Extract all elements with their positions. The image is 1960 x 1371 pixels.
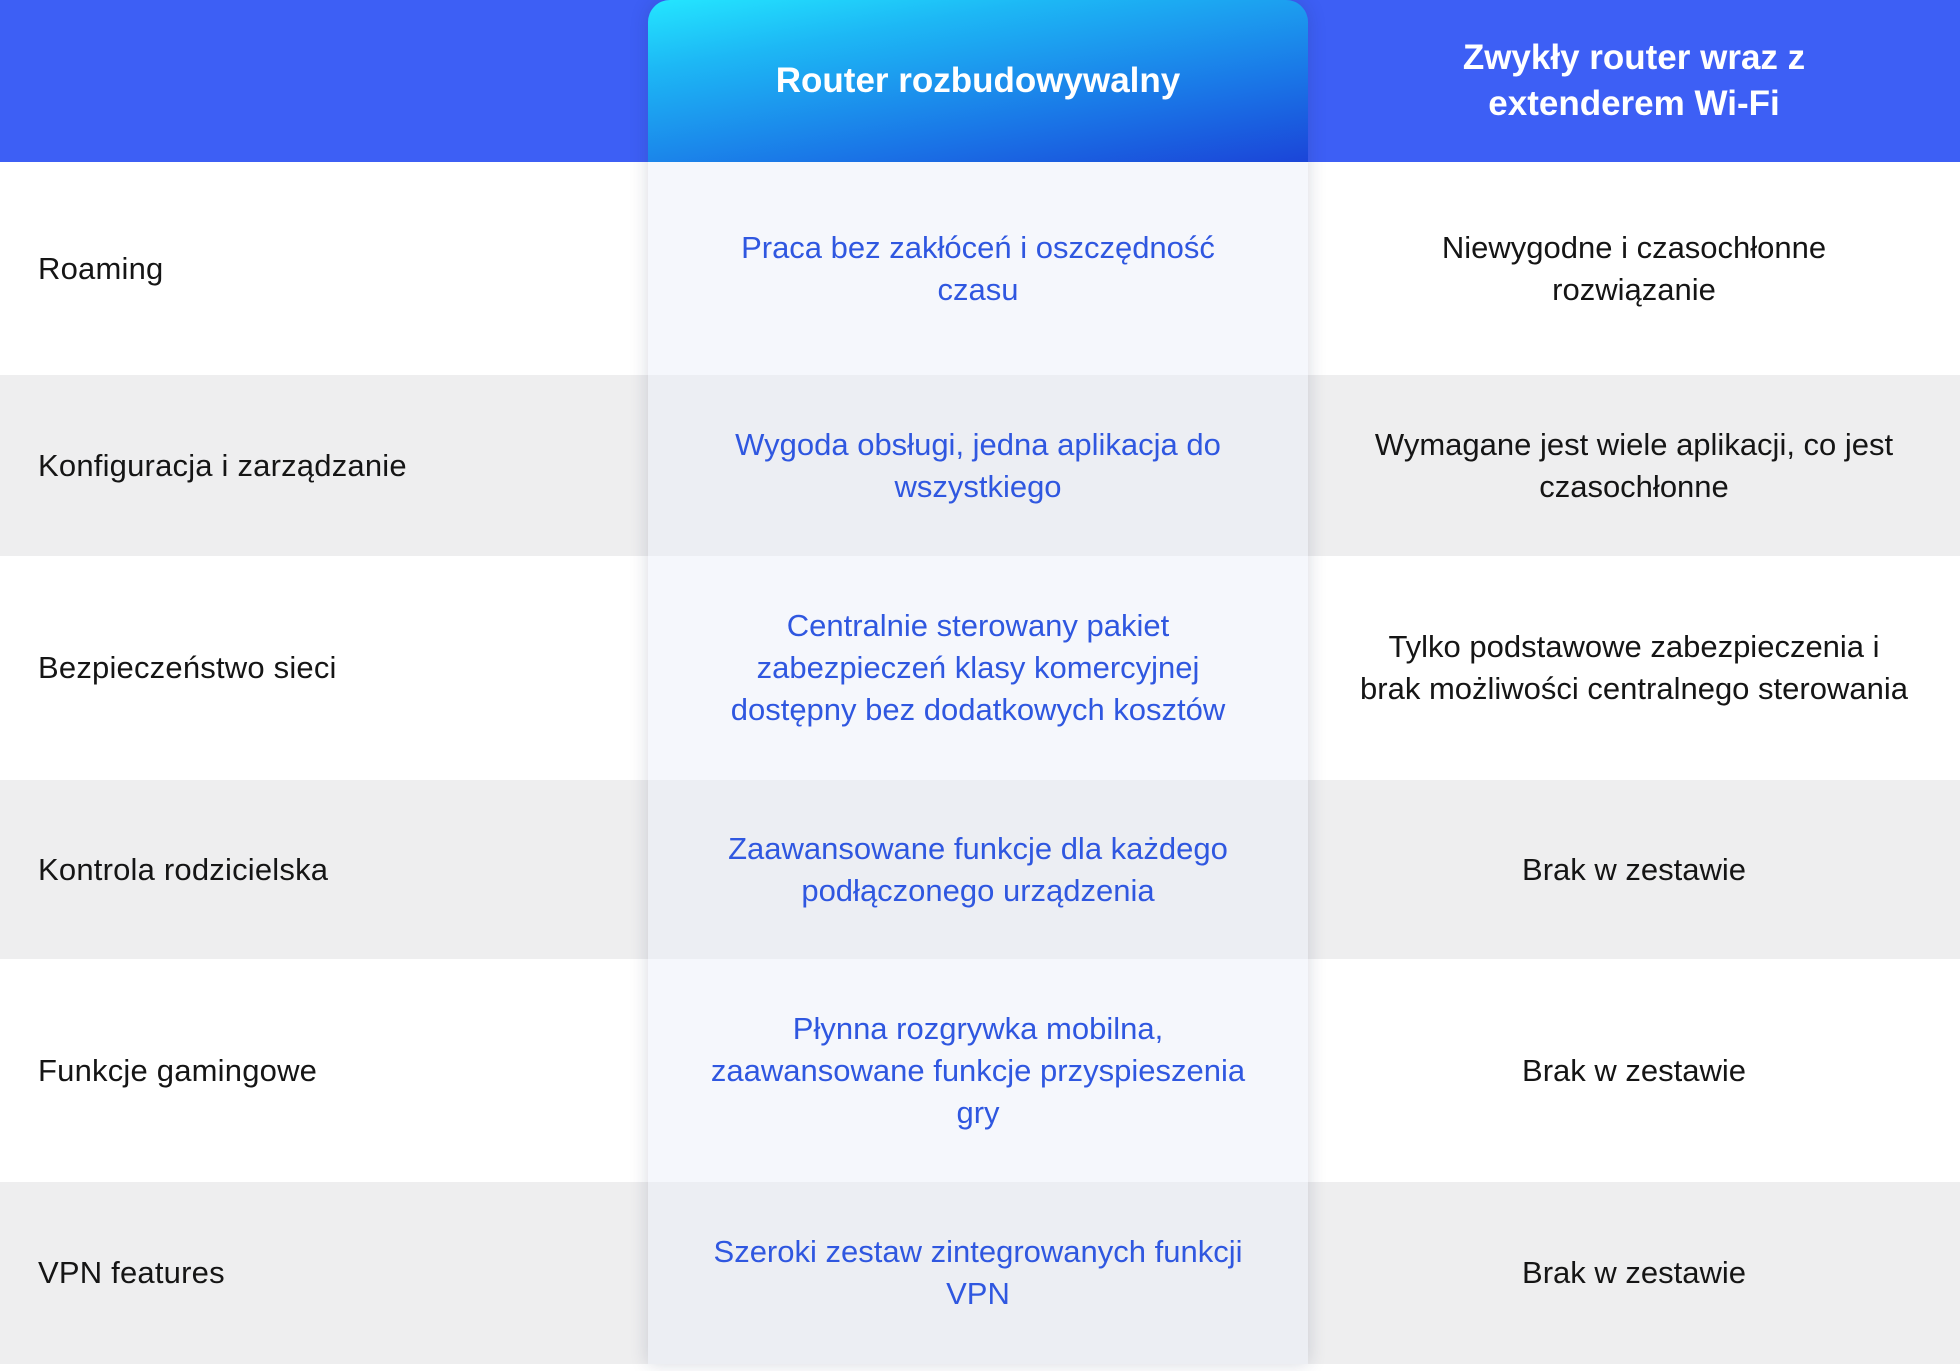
row-label: Bezpieczeństwo sieci <box>38 650 337 685</box>
table-row <box>0 1182 1960 1364</box>
other-cell: Brak w zestawie <box>1522 1052 1746 1088</box>
table-row <box>0 556 1960 780</box>
feature-cell: Praca bez zakłóceń i oszczędność czasu <box>741 229 1215 307</box>
feature-cell: Wygoda obsługi, jedna aplikacja do wszystkiego <box>735 426 1221 504</box>
column-header-feature-label: Router rozbudowywalny <box>775 61 1181 100</box>
table-row <box>0 959 1960 1182</box>
other-cell: Wymagane jest wiele aplikacji, co jest czasochłonne <box>1374 426 1894 504</box>
table-row <box>0 780 1960 959</box>
table-row <box>0 162 1960 375</box>
table-row <box>0 375 1960 556</box>
row-label: Roaming <box>38 250 164 286</box>
column-header-other-label: Zwykły router wraz z extenderem Wi-Fi <box>1462 38 1806 123</box>
row-label: Konfiguracja i zarządzanie <box>38 447 407 483</box>
row-label: VPN features <box>38 1255 225 1290</box>
row-label: Kontrola rodzicielska <box>38 851 329 887</box>
feature-cell: Zaawansowane funkcje dla każdego podłączonego urządzenia <box>728 830 1228 908</box>
row-label: Funkcje gamingowe <box>38 1052 318 1088</box>
feature-cell: Centralnie sterowany pakiet zabezpieczeń klasy komercyjnej dostępny bez dodatkowych kosztów <box>730 608 1226 727</box>
other-cell: Tylko podstawowe zabezpieczenia i brak możliwości centralnego sterowania <box>1360 629 1908 706</box>
other-cell: Brak w zestawie <box>1522 1255 1746 1290</box>
column-header-feature <box>648 0 1308 162</box>
feature-cell: Szeroki zestaw zintegrowanych funkcji VPN <box>713 1234 1243 1311</box>
feature-cell: Płynna rozgrywka mobilna, zaawansowane funkcje przyspieszenia gry <box>710 1010 1246 1130</box>
other-cell: Niewygodne i czasochłonne rozwiązanie <box>1441 229 1827 307</box>
other-cell: Brak w zestawie <box>1522 851 1746 887</box>
column-header-other <box>1308 0 1960 162</box>
